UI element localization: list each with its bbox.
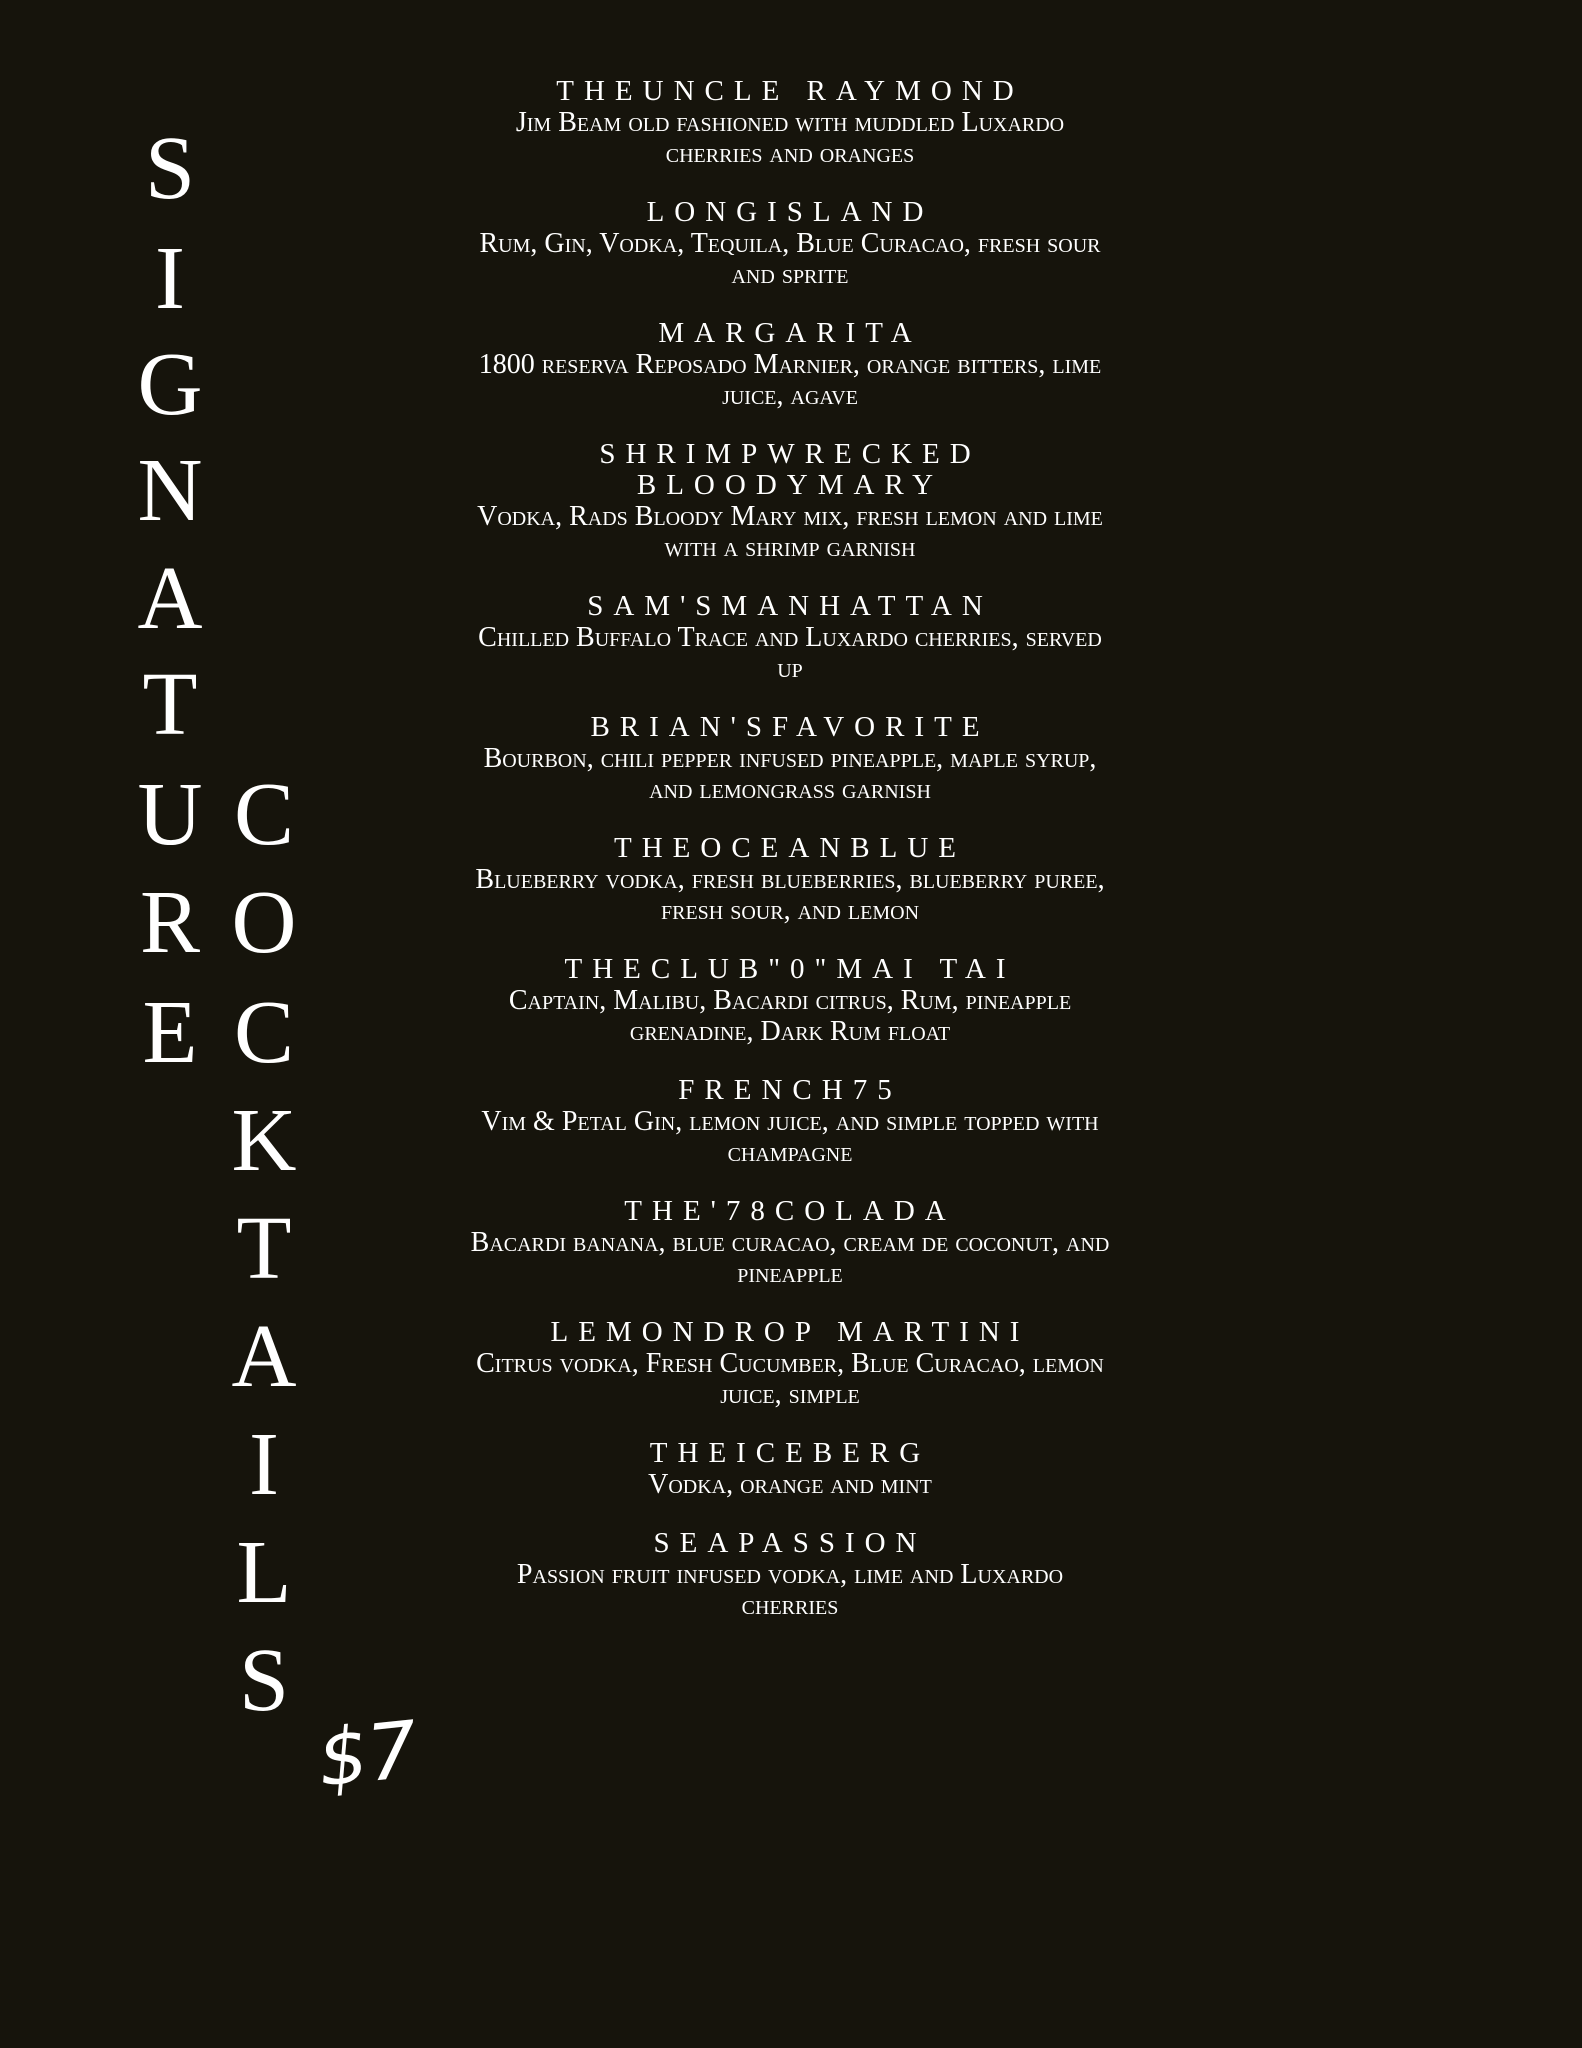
cocktail-menu	[470, 76, 1110, 1649]
title-letter: S	[238, 1631, 290, 1730]
cocktail-description: Blueberry vodka, fresh blueberries, blueberry puree, fresh sour, and lemon	[475, 864, 1105, 926]
cocktail-name: THE'78COLADA	[624, 1195, 956, 1227]
cocktail-description: Bacardi banana, blue curacao, cream de coconut, and pineapple	[470, 1227, 1110, 1289]
title-letter: O	[231, 873, 297, 972]
cocktail-description: Vim & Petal Gin, lemon juice, and simple topped with champagne	[481, 1106, 1099, 1168]
menu-item	[470, 712, 1110, 805]
cocktail-name: LEMONDROP MARTINI	[550, 1316, 1030, 1348]
cocktail-description: Vodka, orange and mint	[648, 1469, 932, 1500]
cocktail-name: THEOCEANBLUE	[614, 832, 966, 864]
cocktail-name: SAM'SMANHATTAN	[587, 590, 993, 622]
menu-item	[470, 591, 1110, 684]
cocktail-description: Jim Beam old fashioned with muddled Luxardo cherries and oranges	[515, 107, 1065, 169]
cocktail-description: 1800 reserva Reposado Marnier, orange bitters, lime juice, agave	[478, 349, 1102, 411]
title-letter: A	[137, 549, 203, 648]
title-letter: S	[144, 119, 196, 218]
title-letter: T	[236, 1199, 292, 1298]
cocktail-description: Passion fruit infused vodka, lime and Luxardo cherries	[516, 1559, 1064, 1621]
cocktail-name: SHRIMPWRECKED BLOODYMARY	[599, 438, 981, 501]
cocktail-description: Captain, Malibu, Bacardi citrus, Rum, pineapple grenadine, Dark Rum float	[508, 985, 1072, 1047]
title-letter: R	[139, 873, 201, 972]
cocktail-description: Vodka, Rads Bloody Mary mix, fresh lemon and lime with a shrimp garnish	[477, 501, 1103, 563]
cocktail-description: Chilled Buffalo Trace and Luxardo cherries, served up	[478, 622, 1102, 684]
menu-item	[470, 318, 1110, 411]
price-label: $7	[313, 1705, 422, 1805]
cocktail-name: THEUNCLE RAYMOND	[556, 75, 1024, 107]
cocktail-name: SEAPASSION	[653, 1527, 927, 1559]
cocktail-name: LONGISLAND	[646, 196, 934, 228]
menu-item	[470, 954, 1110, 1047]
title-letter: E	[142, 983, 198, 1082]
menu-item	[470, 1075, 1110, 1168]
title-letter: C	[233, 765, 295, 864]
menu-item	[470, 1317, 1110, 1410]
cocktail-description: Bourbon, chili pepper infused pineapple, maple syrup, and lemongrass garnish	[483, 743, 1097, 805]
title-letter: A	[231, 1307, 297, 1406]
title-letter: K	[231, 1091, 297, 1190]
cocktail-name: THEICEBERG	[649, 1437, 931, 1469]
menu-item	[470, 1438, 1110, 1500]
cocktail-name: FRENCH75	[678, 1074, 902, 1106]
menu-item	[470, 1528, 1110, 1621]
title-letter: I	[155, 229, 185, 328]
title-letter: T	[142, 655, 198, 754]
menu-item	[470, 439, 1110, 563]
title-letter: N	[137, 441, 203, 540]
cocktail-name: MARGARITA	[658, 317, 922, 349]
title-letter: C	[233, 983, 295, 1082]
cocktail-name: THECLUB"0"MAI TAI	[564, 953, 1016, 985]
menu-item	[470, 197, 1110, 290]
menu-item	[470, 833, 1110, 926]
title-letter: L	[236, 1523, 292, 1622]
cocktail-description: Citrus vodka, Fresh Cucumber, Blue Curacao, lemon juice, simple	[476, 1348, 1104, 1410]
cocktail-description: Rum, Gin, Vodka, Tequila, Blue Curacao, fresh sour and sprite	[479, 228, 1101, 290]
menu-item	[470, 1196, 1110, 1289]
menu-item	[470, 76, 1110, 169]
cocktail-name: BRIAN'SFAVORITE	[590, 711, 990, 743]
title-letter: U	[137, 765, 203, 864]
title-letter: G	[137, 335, 203, 434]
title-letter: I	[249, 1415, 279, 1514]
